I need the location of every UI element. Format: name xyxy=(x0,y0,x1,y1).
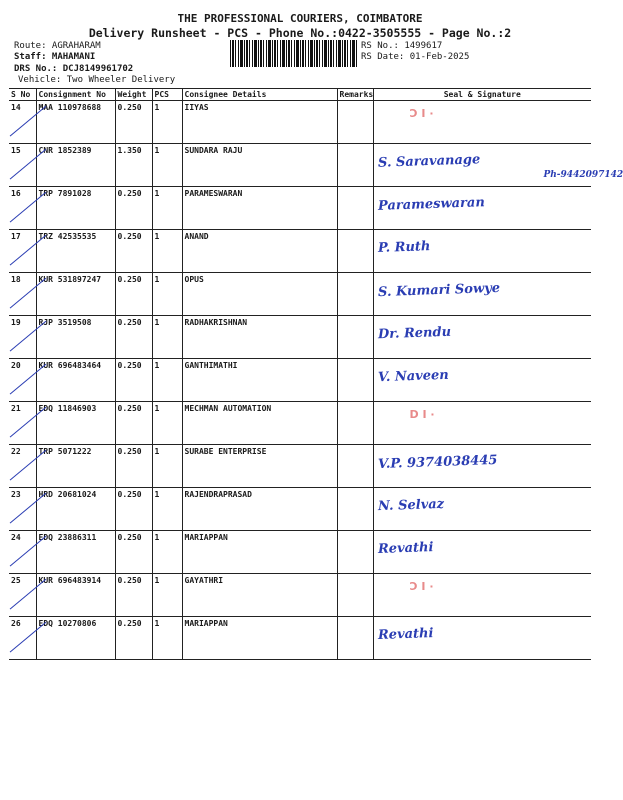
col-remarks: Remarks xyxy=(337,89,373,101)
signature-cell xyxy=(373,359,591,402)
weight: 0.250 xyxy=(115,574,152,617)
weight: 0.250 xyxy=(115,316,152,359)
consignee-name: MECHMAN AUTOMATION xyxy=(182,402,337,445)
staff-label: Staff: MAHAMANI xyxy=(14,52,96,62)
remarks-cell xyxy=(337,617,373,660)
serial-number: 16 xyxy=(9,187,36,230)
col-consignee: Consignee Details xyxy=(182,89,337,101)
consignee-name: SURABE ENTERPRISE xyxy=(182,445,337,488)
table-header-row xyxy=(9,89,591,101)
signature-cell xyxy=(373,402,591,445)
consignee-name: OPUS xyxy=(182,273,337,316)
remarks-cell xyxy=(337,359,373,402)
weight: 0.250 xyxy=(115,617,152,660)
pieces: 1 xyxy=(152,187,182,230)
table-row xyxy=(9,488,591,531)
handwritten-signature: Parameswaran xyxy=(377,195,485,214)
weight: 0.250 xyxy=(115,531,152,574)
remarks-cell xyxy=(337,101,373,144)
signature-cell xyxy=(373,101,591,144)
consignment-number: TRZ 42535535 xyxy=(36,230,115,273)
serial-number: 19 xyxy=(9,316,36,359)
consignment-number: TRP 7891028 xyxy=(36,187,115,230)
red-stamp-mark: D I · xyxy=(409,408,435,421)
handwritten-phone-note: Ph-9442097142 xyxy=(543,170,623,180)
pieces: 1 xyxy=(152,230,182,273)
signature-cell xyxy=(373,273,591,316)
remarks-cell xyxy=(337,574,373,617)
pieces: 1 xyxy=(152,574,182,617)
consignee-name: RAJENDRAPRASAD xyxy=(182,488,337,531)
remarks-cell xyxy=(337,273,373,316)
col-consignment: Consignment No xyxy=(36,89,115,101)
serial-number: 26 xyxy=(9,617,36,660)
weight: 0.250 xyxy=(115,359,152,402)
rs-date: RS Date: 01-Feb-2025 xyxy=(361,52,470,62)
remarks-cell xyxy=(337,144,373,187)
pieces: 1 xyxy=(152,101,182,144)
signature-cell xyxy=(373,187,591,230)
consignment-number: EDQ 10270806 xyxy=(36,617,115,660)
weight: 0.250 xyxy=(115,230,152,273)
serial-number: 18 xyxy=(9,273,36,316)
table-row xyxy=(9,445,591,488)
pieces: 1 xyxy=(152,144,182,187)
pieces: 1 xyxy=(152,316,182,359)
pieces: 1 xyxy=(152,531,182,574)
serial-number: 14 xyxy=(9,101,36,144)
remarks-cell xyxy=(337,488,373,531)
runsheet-table xyxy=(9,88,623,660)
pieces: 1 xyxy=(152,359,182,402)
consignment-number: EDQ 23886311 xyxy=(36,531,115,574)
pieces: 1 xyxy=(152,488,182,531)
col-pcs: PCS xyxy=(152,89,182,101)
table-row xyxy=(9,359,591,402)
signature-cell xyxy=(373,316,591,359)
handwritten-signature: Revathi xyxy=(377,540,434,557)
consignee-name: SUNDARA RAJU xyxy=(182,144,337,187)
serial-number: 24 xyxy=(9,531,36,574)
handwritten-signature: S. Saravanage xyxy=(377,152,481,171)
serial-number: 20 xyxy=(9,359,36,402)
consignee-name: PARAMESWARAN xyxy=(182,187,337,230)
route-label: Route: AGRAHARAM xyxy=(14,41,101,51)
signature-cell xyxy=(373,617,591,660)
serial-number: 15 xyxy=(9,144,36,187)
consignment-number: TRP 5071222 xyxy=(36,445,115,488)
serial-number: 23 xyxy=(9,488,36,531)
consignee-name: MARIAPPAN xyxy=(182,617,337,660)
weight: 0.250 xyxy=(115,187,152,230)
handwritten-signature: V.P. 9374038445 xyxy=(377,452,498,473)
pieces: 1 xyxy=(152,445,182,488)
signature-cell xyxy=(373,144,623,187)
consignee-name: ANAND xyxy=(182,230,337,273)
remarks-cell xyxy=(337,230,373,273)
handwritten-signature: P. Ruth xyxy=(377,239,431,256)
table-row xyxy=(9,617,591,660)
consignment-number: HRD 20681024 xyxy=(36,488,115,531)
vehicle-label: Vehicle: Two Wheeler Delivery xyxy=(18,75,176,85)
signature-cell xyxy=(373,445,591,488)
weight: 1.350 xyxy=(115,144,152,187)
weight: 0.250 xyxy=(115,101,152,144)
col-signature: Seal & Signature xyxy=(373,89,591,101)
consignment-number: MAA 110978688 xyxy=(36,101,115,144)
weight: 0.250 xyxy=(115,273,152,316)
pieces: 1 xyxy=(152,402,182,445)
remarks-cell xyxy=(337,187,373,230)
consignment-number: KUR 531897247 xyxy=(36,273,115,316)
consignee-name: IIYAS xyxy=(182,101,337,144)
red-stamp-mark: Ɔ I · xyxy=(409,580,434,593)
weight: 0.250 xyxy=(115,402,152,445)
serial-number: 17 xyxy=(9,230,36,273)
pieces: 1 xyxy=(152,273,182,316)
handwritten-signature: Dr. Rendu xyxy=(377,324,451,343)
serial-number: 25 xyxy=(9,574,36,617)
pieces: 1 xyxy=(152,617,182,660)
table-row xyxy=(9,187,591,230)
signature-cell xyxy=(373,230,591,273)
table-row xyxy=(9,101,591,144)
runsheet-title: Delivery Runsheet - PCS - Phone No.:0422-3505555 - Page No.:2 xyxy=(88,26,512,40)
serial-number: 22 xyxy=(9,445,36,488)
weight: 0.250 xyxy=(115,488,152,531)
table-row xyxy=(9,230,591,273)
col-weight: Weight xyxy=(115,89,152,101)
remarks-cell xyxy=(337,445,373,488)
consignee-name: GAYATHRI xyxy=(182,574,337,617)
table-row xyxy=(9,144,591,187)
handwritten-signature: V. Naveen xyxy=(377,367,449,386)
consignee-name: GANTHIMATHI xyxy=(182,359,337,402)
handwritten-signature: N. Selvaz xyxy=(377,496,444,515)
remarks-cell xyxy=(337,402,373,445)
table-row xyxy=(9,316,591,359)
consignee-name: RADHAKRISHNAN xyxy=(182,316,337,359)
remarks-cell xyxy=(337,531,373,574)
table-row xyxy=(9,574,591,617)
red-stamp-mark: Ɔ I · xyxy=(409,107,434,120)
remarks-cell xyxy=(337,316,373,359)
weight: 0.250 xyxy=(115,445,152,488)
signature-cell xyxy=(373,574,591,617)
col-sno: S No xyxy=(9,89,36,101)
signature-cell xyxy=(373,531,591,574)
handwritten-signature: Revathi xyxy=(377,626,434,643)
table-row xyxy=(9,531,591,574)
table-row xyxy=(9,402,591,445)
table-row xyxy=(9,273,591,316)
consignment-number: KUR 696483464 xyxy=(36,359,115,402)
serial-number: 21 xyxy=(9,402,36,445)
consignment-number: CNR 1852389 xyxy=(36,144,115,187)
handwritten-signature: S. Kumari Sowye xyxy=(377,280,500,301)
company-title: THE PROFESSIONAL COURIERS, COIMBATORE xyxy=(177,12,423,25)
rs-number: RS No.: 1499617 xyxy=(361,41,443,51)
drs-number: DRS No.: DCJ8149961702 xyxy=(14,64,134,74)
barcode xyxy=(230,40,358,67)
consignee-name: MARIAPPAN xyxy=(182,531,337,574)
consignment-number: KUR 696483914 xyxy=(36,574,115,617)
consignment-number: EDQ 11846903 xyxy=(36,402,115,445)
signature-cell xyxy=(373,488,591,531)
consignment-number: RJP 3519508 xyxy=(36,316,115,359)
